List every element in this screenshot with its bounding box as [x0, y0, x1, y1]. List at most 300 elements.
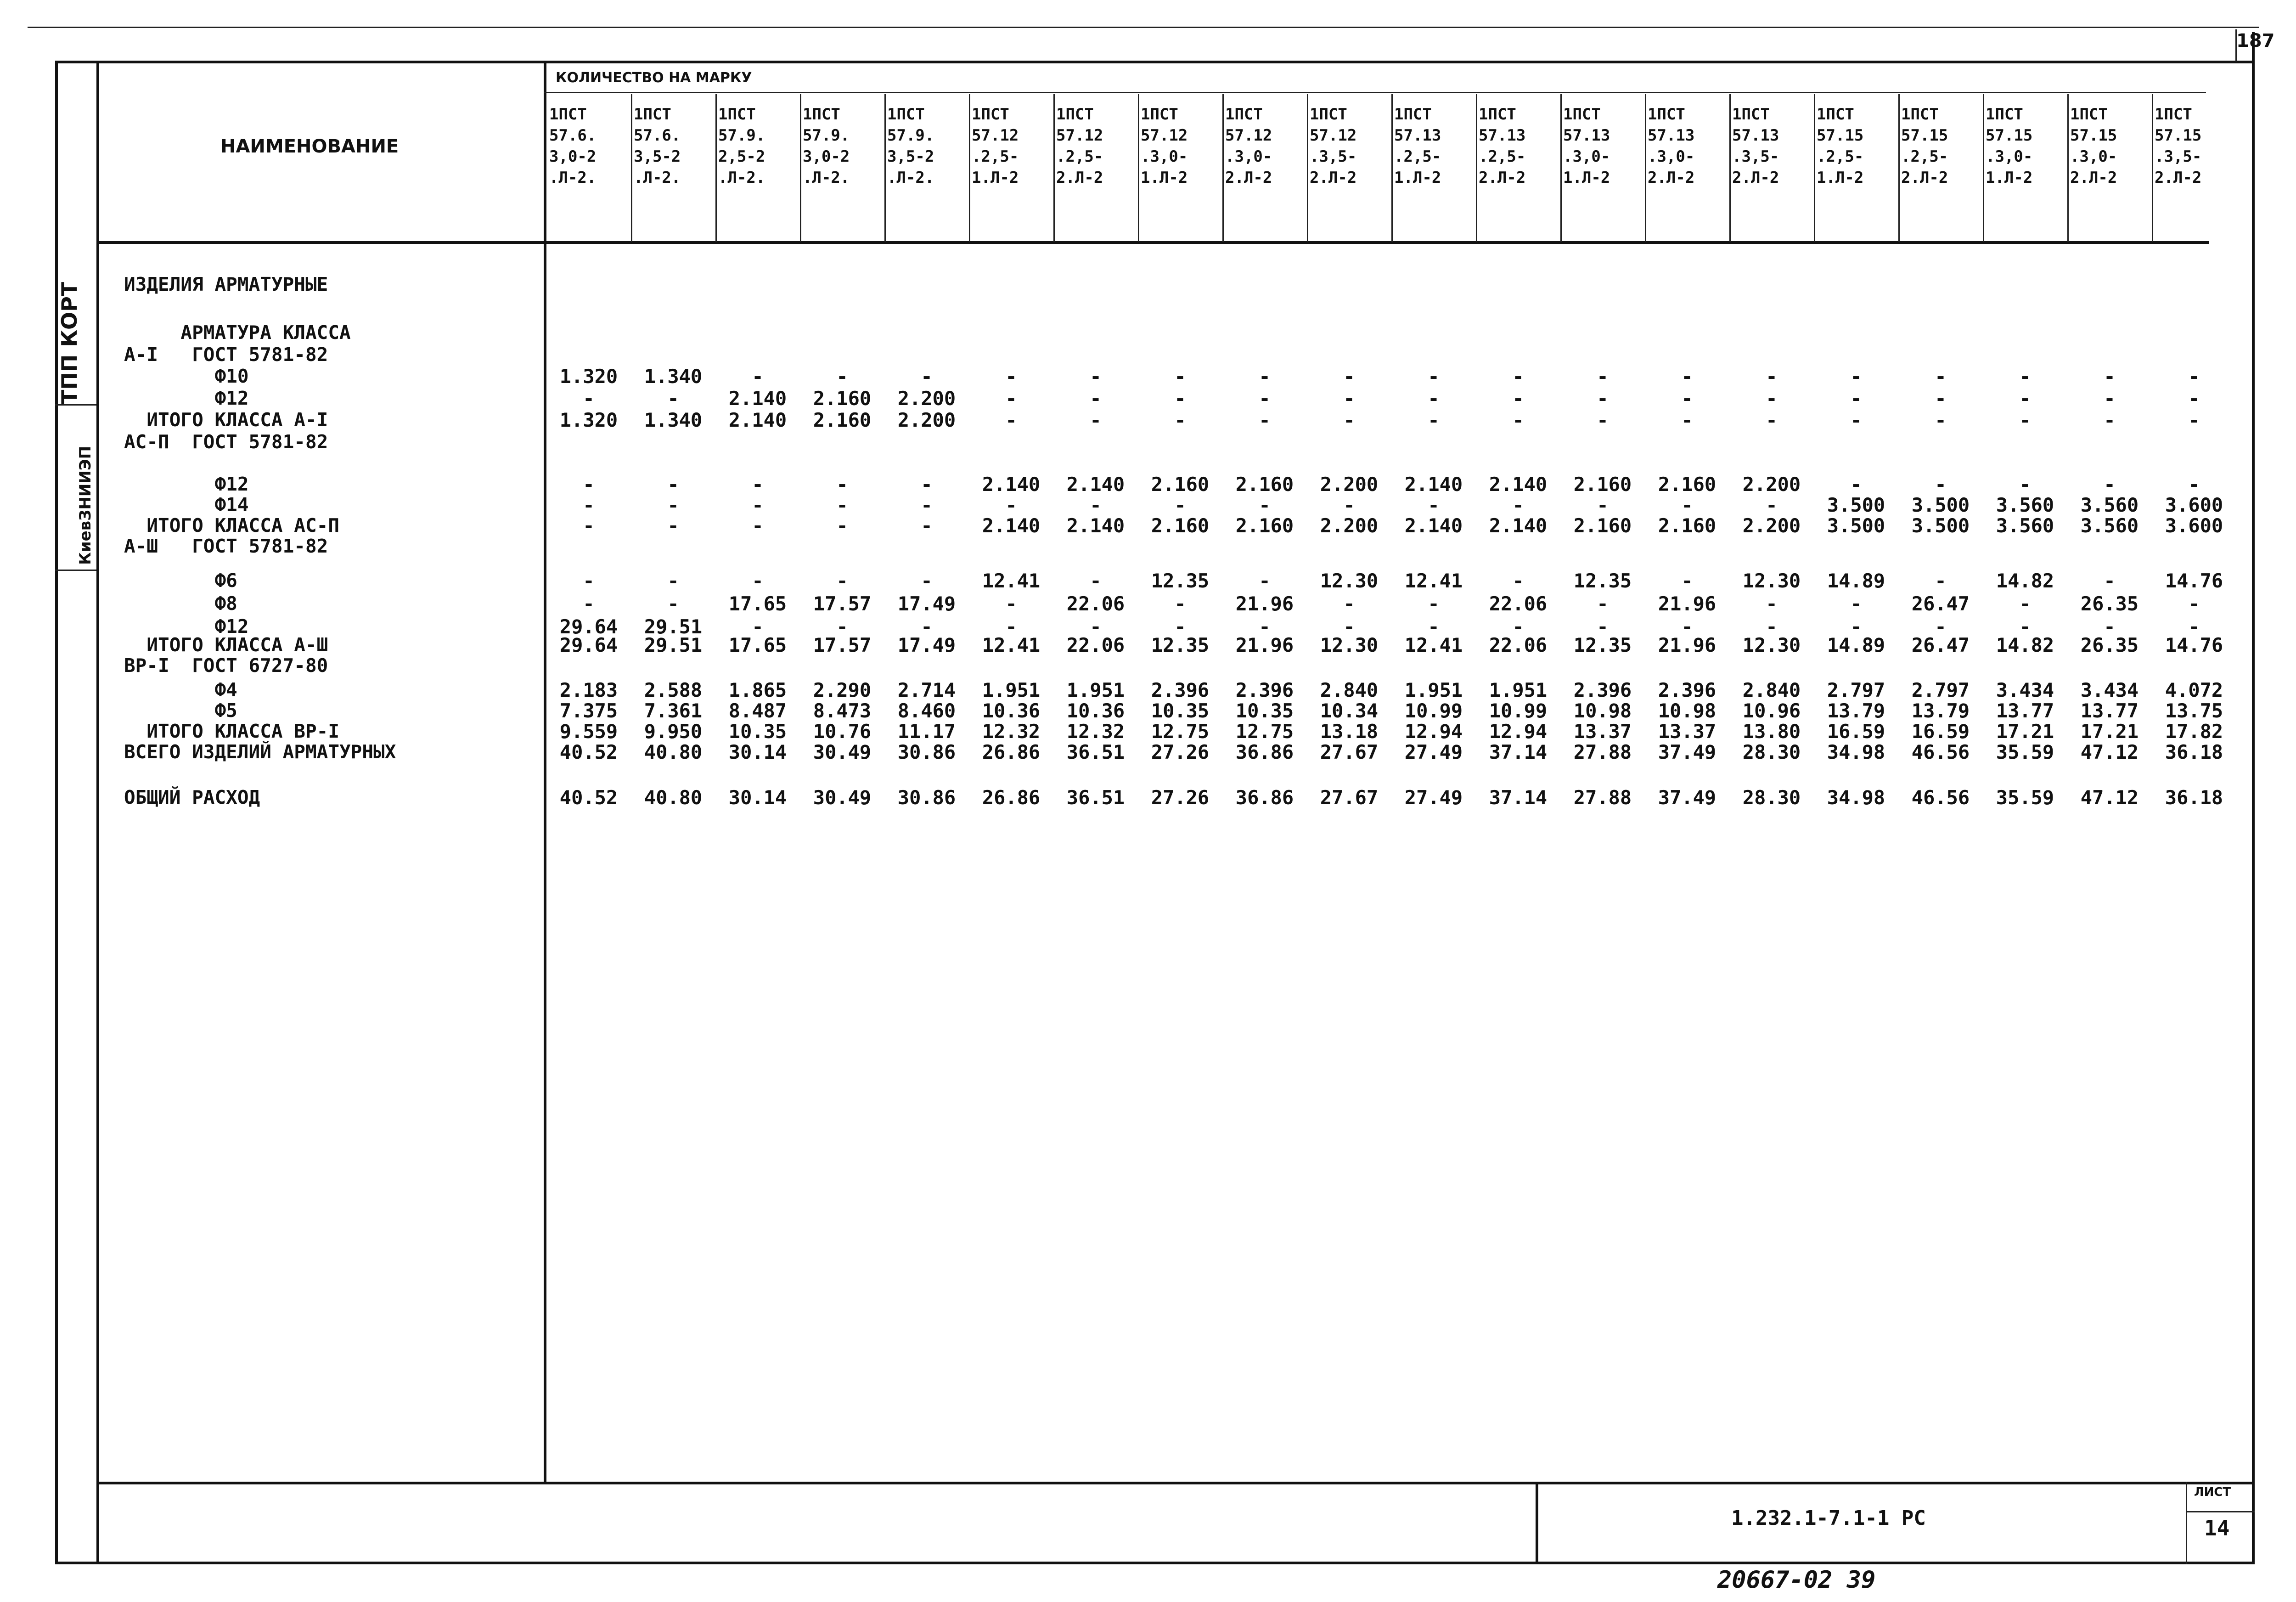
row-label: ВСЕГО ИЗДЕЛИЙ АРМАТУРНЫХ	[124, 741, 396, 763]
row-label: ИЗДЕЛИЯ АРМАТУРНЫЕ	[124, 273, 328, 295]
table-cell: 3.560	[2080, 494, 2139, 516]
table-cell: 12.94	[1489, 720, 1548, 743]
row-label: Ф8	[124, 592, 237, 615]
table-cell: 14.76	[2165, 634, 2223, 656]
table-cell: 3.500	[1827, 494, 1885, 516]
stamp-org: КиевЗНИИЭП	[76, 446, 95, 565]
table-cell: 10.35	[1235, 699, 1294, 722]
table-cell: -	[2188, 409, 2200, 431]
table-cell: 2.396	[1658, 679, 1716, 701]
row-label: Ф6	[124, 570, 237, 592]
column-header-6: 1ПСТ 57.12 .2,5- 1.Л-2	[972, 105, 1019, 187]
table-cell: -	[1512, 409, 1524, 431]
quantity-header: КОЛИЧЕСТВО НА МАРКУ	[556, 70, 752, 86]
table-cell: 2.140	[982, 514, 1041, 537]
table-cell: 2.140	[1489, 514, 1548, 537]
column-header-8: 1ПСТ 57.12 .3,0- 1.Л-2	[1141, 105, 1188, 187]
table-cell: -	[1850, 615, 1862, 638]
table-cell: 3.560	[1996, 514, 2054, 537]
table-cell: 17.49	[897, 592, 956, 615]
table-cell: 26.86	[982, 741, 1041, 763]
table-cell: -	[1428, 387, 1440, 410]
table-cell: -	[1090, 365, 1102, 388]
table-cell: -	[1343, 615, 1355, 638]
table-cell: 27.49	[1404, 786, 1463, 809]
table-cell: 13.80	[1742, 720, 1801, 743]
table-cell: -	[1597, 592, 1609, 615]
stamp-rule-1	[55, 404, 96, 406]
table-cell: 2.140	[1066, 473, 1125, 496]
table-cell: 35.59	[1996, 741, 2054, 763]
table-cell: -	[1259, 387, 1271, 410]
table-cell: -	[583, 473, 595, 496]
table-cell: -	[1343, 494, 1355, 516]
table-cell: -	[1259, 365, 1271, 388]
table-cell: -	[921, 365, 933, 388]
column-header-19: 1ПСТ 57.15 .3,0- 2.Л-2	[2070, 105, 2117, 187]
table-cell: 12.41	[1404, 570, 1463, 592]
table-cell: -	[1597, 494, 1609, 516]
table-cell: -	[2104, 387, 2116, 410]
table-cell: -	[1174, 387, 1186, 410]
table-cell: 26.47	[1911, 634, 1970, 656]
table-cell: 1.951	[982, 679, 1041, 701]
table-cell: -	[1766, 387, 1778, 410]
column-header-11: 1ПСТ 57.13 .2,5- 1.Л-2	[1394, 105, 1441, 187]
table-cell: 2.160	[1151, 473, 1210, 496]
header-bottom-rule	[96, 241, 2209, 244]
table-cell: -	[2104, 473, 2116, 496]
table-cell: 10.34	[1320, 699, 1379, 722]
table-cell: 2.396	[1573, 679, 1632, 701]
table-cell: 29.51	[644, 634, 703, 656]
table-cell: 10.35	[728, 720, 787, 743]
table-cell: 2.396	[1151, 679, 1210, 701]
table-cell: -	[921, 514, 933, 537]
column-divider	[2067, 94, 2069, 242]
table-cell: -	[583, 570, 595, 592]
table-cell: -	[2104, 570, 2116, 592]
table-cell: 3.600	[2165, 494, 2223, 516]
table-cell: 1.951	[1489, 679, 1548, 701]
name-header: НАИМЕНОВАНИЕ	[220, 136, 399, 157]
table-cell: 30.49	[813, 741, 872, 763]
table-cell: 2.160	[1658, 514, 1716, 537]
table-cell: 17.49	[897, 634, 956, 656]
table-cell: -	[1005, 409, 1017, 431]
table-cell: 12.35	[1151, 570, 1210, 592]
column-header-9: 1ПСТ 57.12 .3,0- 2.Л-2	[1225, 105, 1272, 187]
table-cell: 28.30	[1742, 741, 1801, 763]
frame-top	[55, 61, 2255, 63]
table-cell: -	[1090, 494, 1102, 516]
table-cell: 9.950	[644, 720, 703, 743]
table-cell: 21.96	[1235, 634, 1294, 656]
table-cell: 12.41	[982, 634, 1041, 656]
table-cell: -	[1512, 494, 1524, 516]
table-cell: -	[1766, 365, 1778, 388]
table-cell: -	[1259, 409, 1271, 431]
table-cell: 27.67	[1320, 741, 1379, 763]
table-cell: 3.600	[2165, 514, 2223, 537]
column-header-1: 1ПСТ 57.6. 3,0-2 .Л-2.	[549, 105, 597, 187]
table-cell: -	[1512, 387, 1524, 410]
row-label: ИТОГО КЛАССА ВР-I	[124, 720, 339, 742]
row-label: Ф5	[124, 699, 237, 722]
table-cell: 2.140	[1404, 473, 1463, 496]
table-cell: -	[752, 473, 764, 496]
table-cell: 17.65	[728, 634, 787, 656]
table-cell: 47.12	[2080, 741, 2139, 763]
table-cell: -	[1428, 615, 1440, 638]
table-cell: 3.560	[2080, 514, 2139, 537]
table-cell: -	[1681, 365, 1693, 388]
column-divider	[1391, 94, 1393, 242]
table-cell: 27.67	[1320, 786, 1379, 809]
table-cell: 26.35	[2080, 634, 2139, 656]
table-cell: -	[1428, 592, 1440, 615]
table-cell: 30.14	[728, 786, 787, 809]
table-cell: 13.37	[1658, 720, 1716, 743]
column-divider	[1138, 94, 1139, 242]
table-cell: 12.94	[1404, 720, 1463, 743]
table-cell: 10.98	[1573, 699, 1632, 722]
table-cell: -	[1850, 409, 1862, 431]
row-label: ВР-I ГОСТ 6727-80	[124, 654, 328, 677]
table-cell: 47.12	[2080, 786, 2139, 809]
stamp-divider	[96, 61, 99, 1564]
table-cell: -	[1005, 615, 1017, 638]
name-column-divider	[544, 61, 546, 1484]
column-header-18: 1ПСТ 57.15 .3,0- 1.Л-2	[1986, 105, 2033, 187]
table-cell: -	[1259, 570, 1271, 592]
table-cell: 30.86	[897, 786, 956, 809]
table-cell: 40.80	[644, 786, 703, 809]
table-cell: -	[667, 514, 679, 537]
table-cell: 12.41	[1404, 634, 1463, 656]
table-cell: -	[2104, 409, 2116, 431]
column-divider	[1898, 94, 1900, 242]
table-cell: 1.320	[559, 365, 618, 388]
table-cell: -	[1935, 473, 1947, 496]
table-cell: 27.26	[1151, 741, 1210, 763]
sheet-label: ЛИСТ	[2194, 1485, 2231, 1499]
row-label: ИТОГО КЛАССА А-Ш	[124, 634, 328, 656]
table-cell: 1.340	[644, 409, 703, 431]
table-cell: -	[1935, 409, 1947, 431]
table-cell: 13.75	[2165, 699, 2223, 722]
table-cell: 2.160	[1235, 514, 1294, 537]
frame-bottom	[55, 1562, 2255, 1564]
table-cell: 3.560	[1996, 494, 2054, 516]
table-cell: 17.65	[728, 592, 787, 615]
table-cell: 10.98	[1658, 699, 1716, 722]
table-cell: 2.160	[1573, 473, 1632, 496]
frame-right	[2252, 32, 2255, 1564]
table-cell: -	[1597, 387, 1609, 410]
table-cell: -	[921, 570, 933, 592]
table-cell: -	[836, 514, 848, 537]
table-cell: 34.98	[1827, 741, 1885, 763]
table-cell: 2.714	[897, 679, 956, 701]
table-cell: 26.35	[2080, 592, 2139, 615]
stamp-rule-2	[55, 570, 96, 571]
table-cell: 17.21	[2080, 720, 2139, 743]
table-cell: -	[1005, 592, 1017, 615]
column-header-16: 1ПСТ 57.15 .2,5- 1.Л-2	[1817, 105, 1864, 187]
table-cell: -	[1597, 365, 1609, 388]
table-cell: 1.865	[728, 679, 787, 701]
column-divider	[715, 94, 717, 242]
table-cell: 2.140	[1404, 514, 1463, 537]
row-label: Ф12	[124, 615, 249, 637]
table-cell: -	[836, 570, 848, 592]
table-cell: -	[1597, 615, 1609, 638]
table-cell: 2.140	[1066, 514, 1125, 537]
table-cell: -	[1259, 494, 1271, 516]
table-cell: -	[1174, 615, 1186, 638]
table-cell: -	[1259, 615, 1271, 638]
column-divider	[969, 94, 970, 242]
table-cell: 1.340	[644, 365, 703, 388]
row-label: ИТОГО КЛАССА А-I	[124, 409, 328, 431]
table-cell: 14.82	[1996, 570, 2054, 592]
table-cell: -	[1681, 615, 1693, 638]
table-cell: 8.460	[897, 699, 956, 722]
table-cell: -	[1428, 409, 1440, 431]
table-cell: -	[1850, 365, 1862, 388]
column-header-12: 1ПСТ 57.13 .2,5- 2.Л-2	[1479, 105, 1526, 187]
table-cell: -	[2019, 592, 2031, 615]
table-cell: -	[2188, 615, 2200, 638]
table-cell: 9.559	[559, 720, 618, 743]
table-cell: 2.140	[728, 387, 787, 410]
table-cell: -	[1090, 570, 1102, 592]
table-cell: 12.41	[982, 570, 1041, 592]
table-cell: 13.77	[1996, 699, 2054, 722]
table-cell: -	[921, 494, 933, 516]
table-cell: 7.361	[644, 699, 703, 722]
table-cell: 36.51	[1066, 741, 1125, 763]
table-cell: 34.98	[1827, 786, 1885, 809]
table-cell: -	[1850, 473, 1862, 496]
table-cell: 3.500	[1911, 494, 1970, 516]
table-cell: -	[1005, 365, 1017, 388]
column-header-7: 1ПСТ 57.12 .2,5- 2.Л-2	[1056, 105, 1103, 187]
doc-code: 1.232.1-7.1-1 РС	[1731, 1506, 1926, 1530]
table-cell: 2.797	[1911, 679, 1970, 701]
table-cell: -	[1935, 570, 1947, 592]
column-divider	[1053, 94, 1055, 242]
column-divider	[1476, 94, 1477, 242]
table-cell: -	[1935, 387, 1947, 410]
table-cell: -	[1512, 615, 1524, 638]
sheet-number: 14	[2204, 1516, 2230, 1540]
table-cell: 2.160	[1235, 473, 1294, 496]
table-cell: 2.840	[1742, 679, 1801, 701]
row-label: А-Ш ГОСТ 5781-82	[124, 535, 328, 557]
footer-divider	[1536, 1482, 1538, 1564]
table-cell: 10.96	[1742, 699, 1801, 722]
table-cell: -	[1343, 409, 1355, 431]
table-cell: 17.57	[813, 592, 872, 615]
table-cell: -	[1005, 387, 1017, 410]
column-divider	[1560, 94, 1562, 242]
table-cell: -	[667, 570, 679, 592]
table-cell: 8.487	[728, 699, 787, 722]
column-header-20: 1ПСТ 57.15 .3,5- 2.Л-2	[2155, 105, 2202, 187]
table-cell: 40.52	[559, 741, 618, 763]
table-cell: 2.200	[1742, 514, 1801, 537]
table-cell: -	[1090, 615, 1102, 638]
table-cell: -	[1174, 365, 1186, 388]
table-cell: 10.99	[1489, 699, 1548, 722]
table-cell: -	[1681, 387, 1693, 410]
table-cell: 7.375	[559, 699, 618, 722]
table-cell: 12.35	[1573, 570, 1632, 592]
table-cell: 2.160	[813, 387, 872, 410]
table-cell: 12.30	[1742, 570, 1801, 592]
corner-number: 187	[2236, 30, 2275, 51]
table-cell: 12.35	[1151, 634, 1210, 656]
table-cell: -	[1174, 592, 1186, 615]
table-cell: -	[2019, 615, 2031, 638]
table-cell: 13.79	[1827, 699, 1885, 722]
table-cell: -	[2019, 473, 2031, 496]
table-cell: 12.75	[1151, 720, 1210, 743]
row-label: Ф10	[124, 365, 249, 387]
table-cell: -	[2188, 387, 2200, 410]
table-cell: 12.30	[1320, 570, 1379, 592]
table-cell: 37.49	[1658, 786, 1716, 809]
table-cell: -	[1343, 592, 1355, 615]
table-cell: -	[1090, 387, 1102, 410]
table-cell: 2.160	[1151, 514, 1210, 537]
stamp-dept: ТПП КОРТ	[57, 282, 82, 404]
table-cell: -	[836, 365, 848, 388]
table-cell: 37.49	[1658, 741, 1716, 763]
column-divider	[1814, 94, 1815, 242]
table-cell: 11.17	[897, 720, 956, 743]
table-cell: 2.160	[1573, 514, 1632, 537]
column-divider	[1729, 94, 1731, 242]
table-cell: -	[583, 494, 595, 516]
table-cell: -	[1935, 615, 1947, 638]
table-cell: 12.35	[1573, 634, 1632, 656]
table-cell: -	[2104, 615, 2116, 638]
table-cell: -	[752, 494, 764, 516]
footer-top-rule	[96, 1482, 2255, 1484]
table-cell: -	[667, 592, 679, 615]
table-cell: -	[667, 494, 679, 516]
table-cell: -	[1174, 409, 1186, 431]
table-cell: 14.89	[1827, 570, 1885, 592]
table-cell: 2.200	[1742, 473, 1801, 496]
table-cell: 1.951	[1066, 679, 1125, 701]
column-divider	[1983, 94, 1984, 242]
table-cell: 30.86	[897, 741, 956, 763]
table-cell: 13.18	[1320, 720, 1379, 743]
column-header-10: 1ПСТ 57.12 .3,5- 2.Л-2	[1310, 105, 1357, 187]
table-cell: 21.96	[1658, 592, 1716, 615]
table-cell: 2.396	[1235, 679, 1294, 701]
table-cell: 2.140	[728, 409, 787, 431]
table-cell: -	[2019, 409, 2031, 431]
table-cell: -	[752, 365, 764, 388]
top-rule	[28, 27, 2259, 28]
table-cell: 14.82	[1996, 634, 2054, 656]
table-cell: 36.18	[2165, 741, 2223, 763]
table-cell: -	[836, 615, 848, 638]
table-cell: -	[1597, 409, 1609, 431]
table-cell: 10.35	[1151, 699, 1210, 722]
table-cell: 30.14	[728, 741, 787, 763]
column-divider	[1222, 94, 1224, 242]
table-cell: 2.200	[1320, 473, 1379, 496]
column-header-4: 1ПСТ 57.9. 3,0-2 .Л-2.	[803, 105, 850, 187]
table-cell: 2.200	[1320, 514, 1379, 537]
table-cell: 14.89	[1827, 634, 1885, 656]
table-cell: 1.951	[1404, 679, 1463, 701]
table-cell: -	[1512, 570, 1524, 592]
column-header-15: 1ПСТ 57.13 .3,5- 2.Л-2	[1732, 105, 1779, 187]
table-cell: 46.56	[1911, 741, 1970, 763]
table-cell: 22.06	[1066, 592, 1125, 615]
table-cell: 2.588	[644, 679, 703, 701]
table-cell: 2.797	[1827, 679, 1885, 701]
table-cell: 13.77	[2080, 699, 2139, 722]
table-cell: 12.30	[1742, 634, 1801, 656]
table-cell: -	[752, 570, 764, 592]
table-cell: 12.30	[1320, 634, 1379, 656]
table-cell: 27.26	[1151, 786, 1210, 809]
table-cell: 30.49	[813, 786, 872, 809]
table-cell: 1.320	[559, 409, 618, 431]
table-cell: 2.183	[559, 679, 618, 701]
table-cell: -	[921, 615, 933, 638]
column-header-2: 1ПСТ 57.6. 3,5-2 .Л-2.	[634, 105, 681, 187]
table-cell: 3.434	[1996, 679, 2054, 701]
table-cell: -	[836, 494, 848, 516]
table-cell: 46.56	[1911, 786, 1970, 809]
table-cell: 26.47	[1911, 592, 1970, 615]
table-cell: 8.473	[813, 699, 872, 722]
column-header-3: 1ПСТ 57.9. 2,5-2 .Л-2.	[718, 105, 765, 187]
column-header-5: 1ПСТ 57.9. 3,5-2 .Л-2.	[887, 105, 934, 187]
table-cell: 2.160	[813, 409, 872, 431]
table-cell: -	[836, 473, 848, 496]
table-cell: 27.88	[1573, 741, 1632, 763]
column-divider	[1307, 94, 1308, 242]
table-cell: -	[583, 387, 595, 410]
table-cell: -	[1090, 409, 1102, 431]
row-label: АС-П ГОСТ 5781-82	[124, 431, 328, 453]
table-cell: 28.30	[1742, 786, 1801, 809]
table-cell: 12.75	[1235, 720, 1294, 743]
column-divider	[800, 94, 801, 242]
table-cell: 12.32	[1066, 720, 1125, 743]
table-cell: -	[1174, 494, 1186, 516]
table-cell: 10.76	[813, 720, 872, 743]
table-cell: 4.072	[2165, 679, 2223, 701]
row-label: ИТОГО КЛАССА АС-П	[124, 514, 339, 536]
table-cell: 13.37	[1573, 720, 1632, 743]
table-cell: -	[921, 473, 933, 496]
row-label: ОБЩИЙ РАСХОД	[124, 786, 260, 808]
table-cell: -	[667, 473, 679, 496]
table-cell: 3.500	[1911, 514, 1970, 537]
table-cell: 29.64	[559, 615, 618, 638]
